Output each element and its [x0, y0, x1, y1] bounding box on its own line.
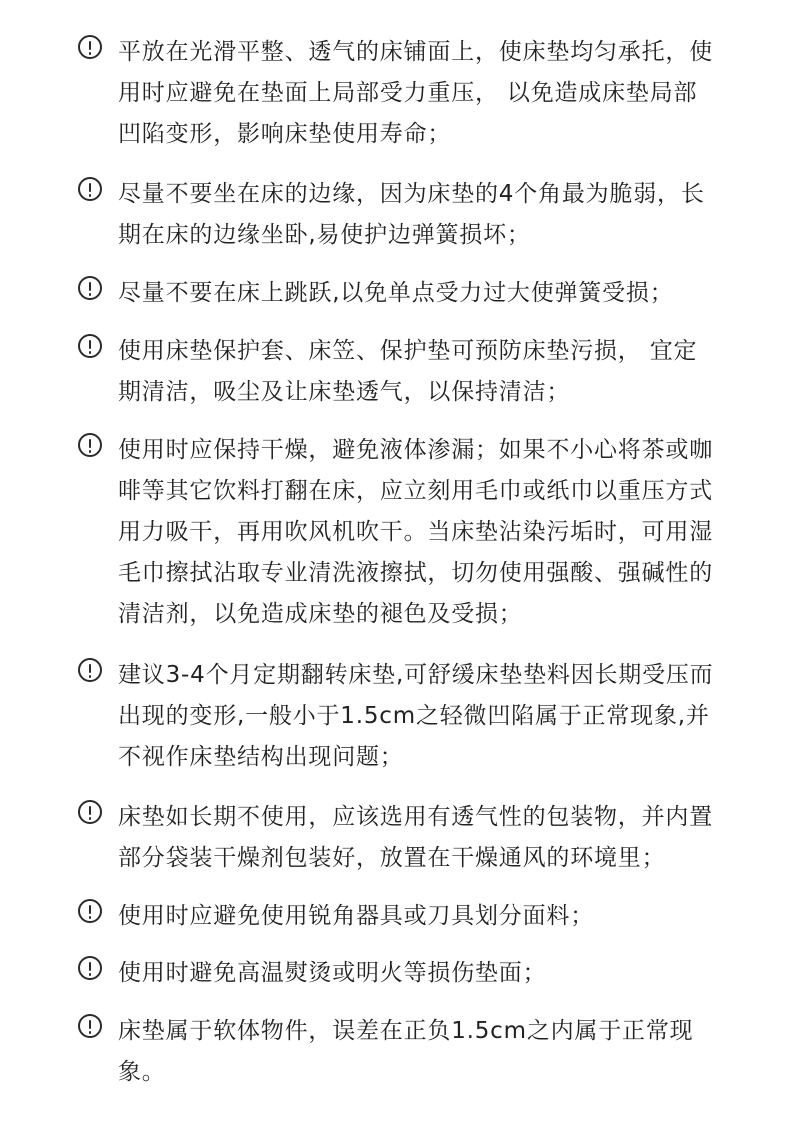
- notice-text: 尽量不要坐在床的边缘，因为床垫的4个角最为脆弱，长期在床的边缘坐卧,易使护边弹簧损坏；: [118, 181, 705, 248]
- notice-text: 使用时避免高温熨烫或明火等损伤垫面；: [118, 960, 547, 986]
- notice-text: 床垫属于软体物件，误差在正负1.5cm之内属于正常现象。: [118, 1018, 694, 1085]
- exclamation-circle-icon: [78, 177, 102, 201]
- exclamation-circle-icon: [78, 276, 102, 300]
- exclamation-circle-icon: [78, 433, 102, 457]
- exclamation-circle-icon: [78, 899, 102, 923]
- notice-text: 床垫如长期不使用，应该选用有透气性的包装物，并内置部分袋装干燥剂包装好，放置在干燥通风的环境里；: [118, 804, 713, 871]
- notice-text: 尽量不要在床上跳跃,以免单点受力过大使弹簧受损；: [118, 280, 674, 306]
- exclamation-circle-icon: [78, 334, 102, 358]
- exclamation-circle-icon: [78, 1014, 102, 1038]
- exclamation-circle-icon: [78, 658, 102, 682]
- exclamation-circle-icon: [78, 35, 102, 59]
- notice-text: 使用时应保持干燥，避免液体渗漏；如果不小心将茶或咖啡等其它饮料打翻在床，应立刻用毛巾或纸巾以重压方式用力吸干，再用吹风机吹干。当床垫沾染污垢时，可用湿毛巾擦拭沾取专业清洗液擦拭，切勿使用强酸、强碱性的清洁剂，以免造成床垫的褪色及受损；: [118, 437, 713, 627]
- notice-text: 建议3-4个月定期翻转床垫,可舒缓床垫垫料因长期受压而出现的变形,一般小于1.5cm之轻微凹陷属于正常现象,并不视作床垫结构出现问题；: [118, 662, 714, 770]
- exclamation-circle-icon: [78, 956, 102, 980]
- exclamation-circle-icon: [78, 800, 102, 824]
- notice-text: 平放在光滑平整、透气的床铺面上，使床垫均匀承托，使用时应避免在垫面上局部受力重压， 以免造成床垫局部凹陷变形，影响床垫使用寿命；: [118, 39, 713, 147]
- notice-text: 使用床垫保护套、床笠、保护垫可预防床垫污损， 宜定期清洁，吸尘及让床垫透气，以保持清洁；: [118, 338, 698, 405]
- notice-text: 使用时应避免使用锐角器具或刀具划分面料；: [118, 903, 594, 929]
